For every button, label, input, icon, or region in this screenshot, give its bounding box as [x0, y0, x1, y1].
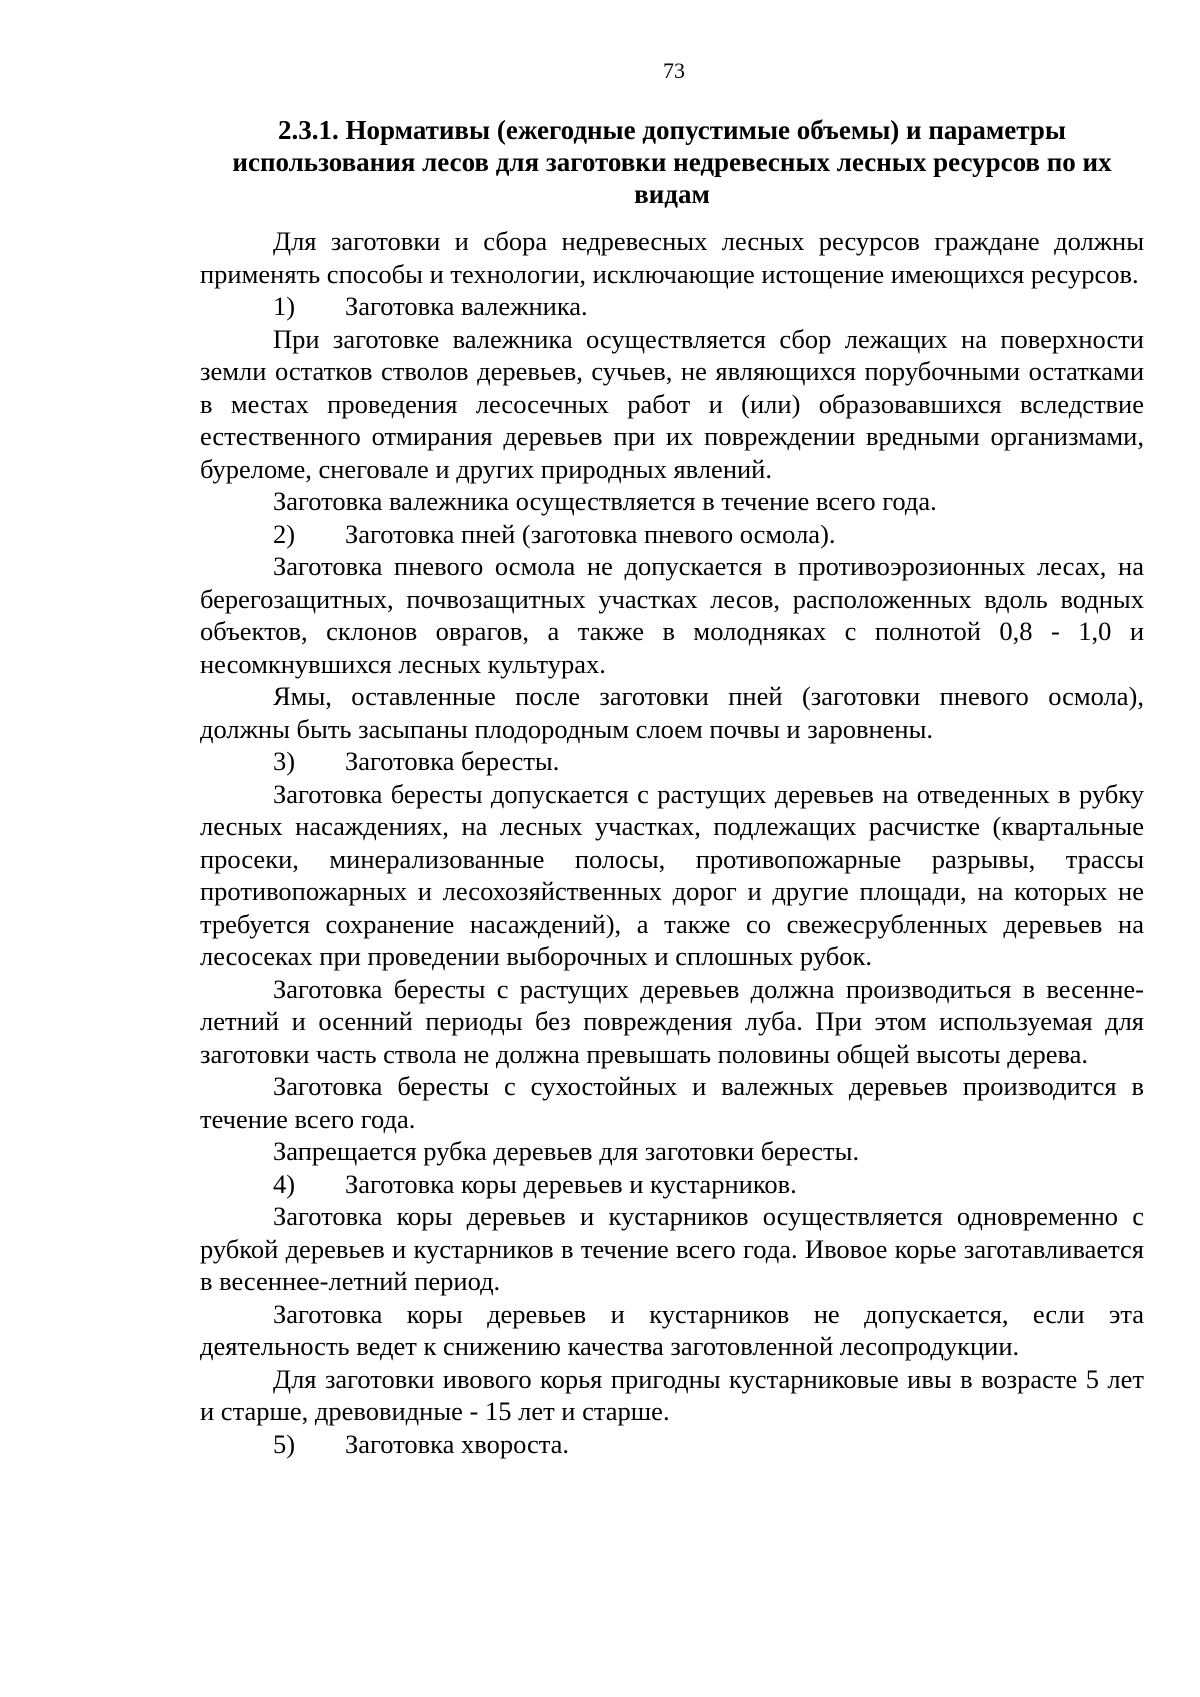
list-item [200, 290, 1144, 323]
section-heading [200, 114, 1144, 210]
list-item-text: Заготовка валежника. [345, 291, 588, 321]
list-item [200, 518, 1144, 551]
list-item-text: Заготовка хвороста. [345, 1428, 570, 1459]
list-item [200, 745, 1144, 778]
paragraph: Заготовка бересты допускается с растущих деревьев на отведенных в рубку лесных насаждениях, на лесных участках, подлежащих расчистке (квартальные просеки, минерализованные полосы, противопожарные разрывы, трассы противопожарных и лесохозяйственных дорог и другие площади, на которых не требуется сохранение насаждений), а также со свежесрубленных деревьев на лесосеках при проведении выборочных и сплошных рубок. [200, 778, 1144, 971]
list-item-number: 5) [273, 1428, 296, 1459]
paragraph: Для заготовки ивового корья пригодны кустарниковые ивы в возрасте 5 лет и старше, древовидные - 15 лет и старше. [200, 1363, 1144, 1426]
list-item-number: 4) [273, 1168, 296, 1199]
list-item-text: Заготовка коры деревьев и кустарников. [345, 1168, 797, 1199]
heading-line: видам [634, 179, 710, 209]
paragraph: Запрещается рубка деревьев для заготовки бересты. [273, 1136, 860, 1166]
paragraph: Заготовка валежника осуществляется в течение всего года. [273, 486, 937, 516]
list-item-text: Заготовка пней (заготовка пневого осмола). [345, 518, 836, 549]
page-number: 73 [663, 58, 685, 83]
list-item [200, 1168, 1144, 1201]
list-item [200, 1428, 1144, 1461]
list-item-number: 1) [273, 291, 296, 321]
paragraph: Заготовка коры деревьев и кустарников не допускается, если эта деятельность ведет к снижению качества заготовленной лесопродукции. [200, 1298, 1144, 1361]
paragraph: Для заготовки и сбора недревесных лесных ресурсов граждане должны применять способы и технологии, исключающие истощение имеющихся ресурсов. [200, 226, 1144, 289]
heading-line: использования лесов для заготовки недревесных лесных ресурсов по их [232, 147, 1112, 177]
list-item-number: 2) [273, 518, 296, 549]
paragraph: Заготовка бересты с растущих деревьев должна производиться в весенне-летний и осенний периоды без повреждения луба. При этом используемая для заготовки часть ствола не должна превышать половины общей высоты дерева. [200, 973, 1144, 1069]
paragraph: Заготовка коры деревьев и кустарников осуществляется одновременно с рубкой деревьев и кустарников в течение всего года. Ивовое корье заготавливается в весеннее-летний период. [200, 1201, 1144, 1296]
list-item-number: 3) [273, 746, 296, 776]
paragraph: Заготовка пневого осмола не допускается в противоэрозионных лесах, на берегозащитных, почвозащитных участках лесов, расположенных вдоль водных объектов, склонов оврагов, а также в молодняках с полнотой 0,8 - 1,0 и несомкнувшихся лесных культурах. [200, 551, 1144, 679]
heading-line: 2.3.1. Нормативы (ежегодные допустимые объемы) и параметры [278, 115, 1066, 145]
document-body [200, 225, 1144, 1460]
paragraph: При заготовке валежника осуществляется сбор лежащих на поверхности земли остатков стволов деревьев, сучьев, не являющихся порубочными остатками в местах проведения лесосечных работ и (или) образовавшихся вследствие естественного отмирания деревьев при их повреждении вредными организмами, буреломе, снеговале и других природных явлений. [200, 323, 1144, 484]
list-item-text: Заготовка бересты. [345, 746, 560, 776]
paragraph: Ямы, оставленные после заготовки пней (заготовки пневого осмола), должны быть засыпаны плодородным слоем почвы и заровнены. [200, 681, 1144, 744]
paragraph: Заготовка бересты с сухостойных и валежных деревьев производится в течение всего года. [200, 1071, 1144, 1134]
